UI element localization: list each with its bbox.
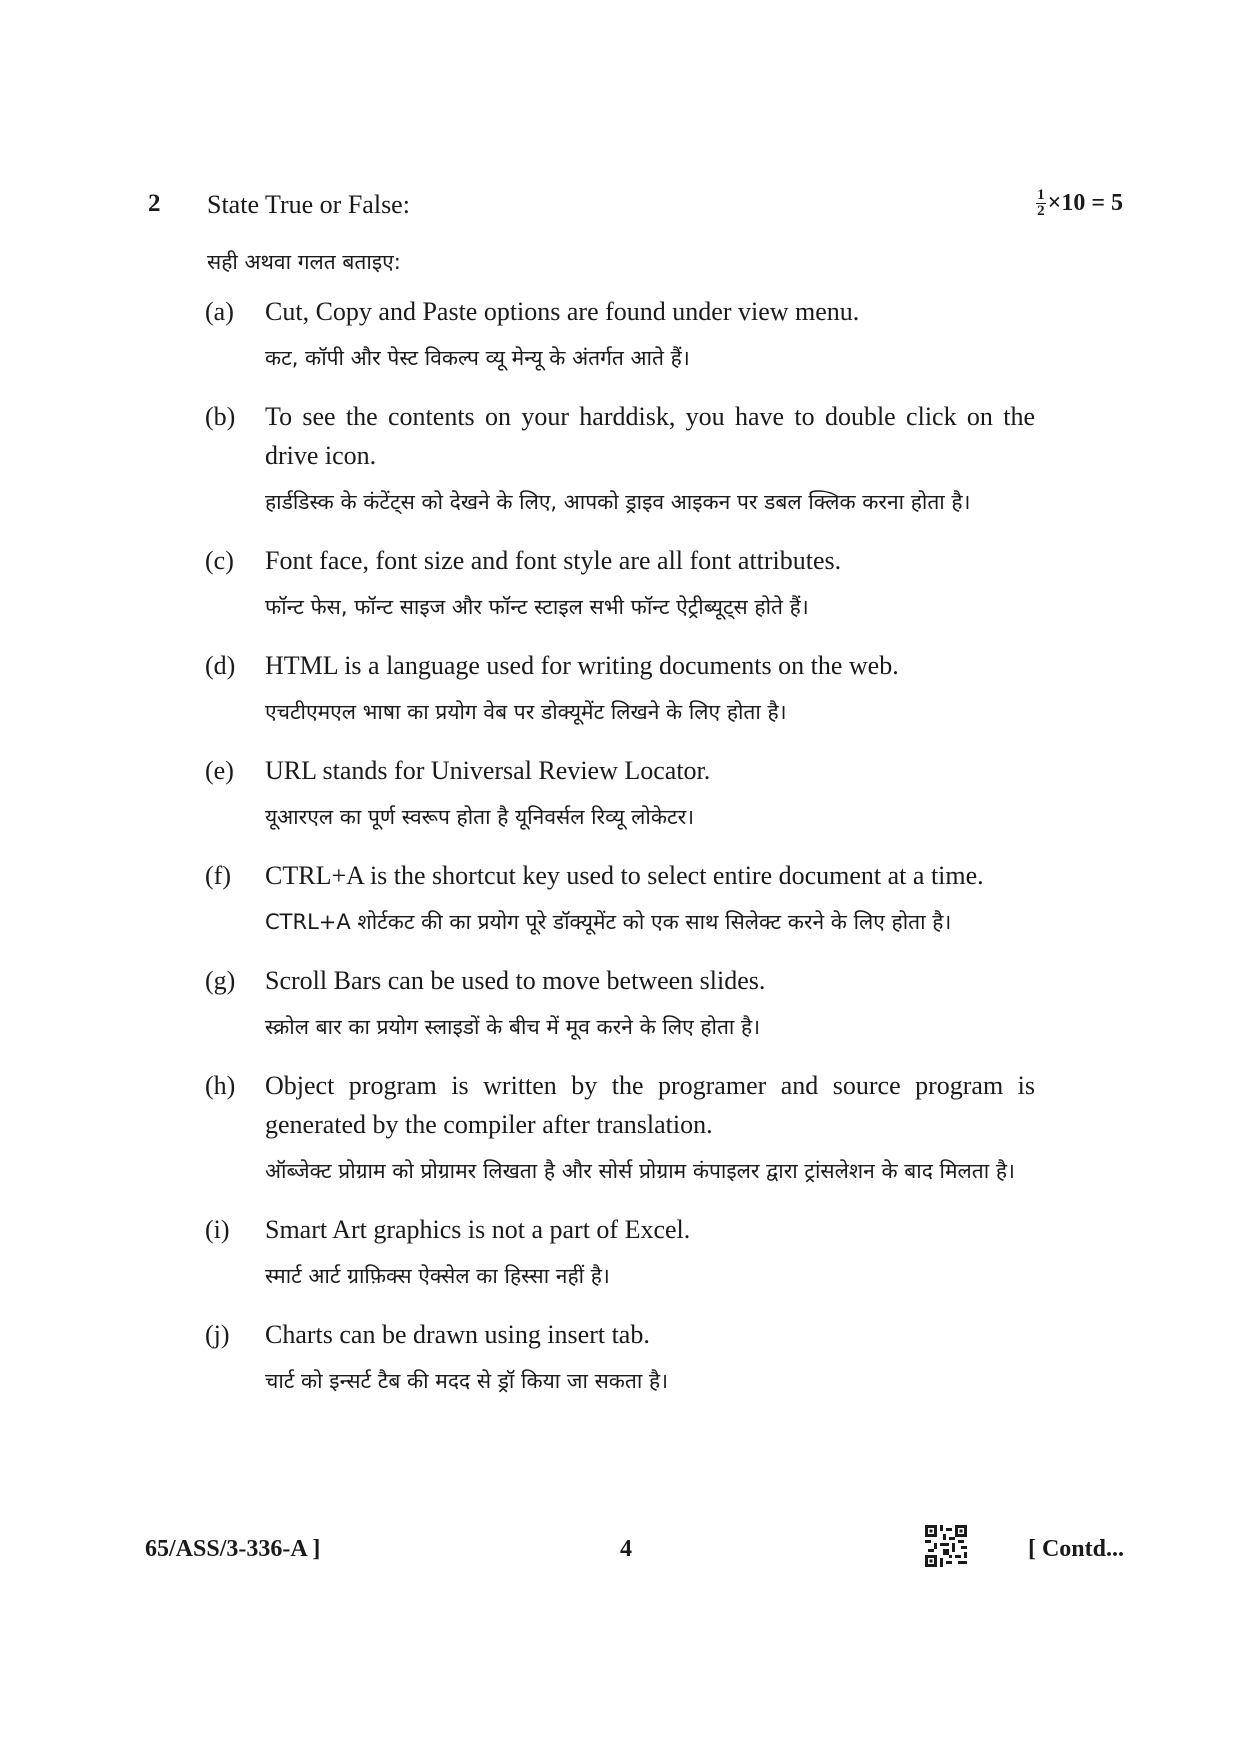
qr-code-icon [925,1525,967,1567]
item-text-english: Object program is written by the programer and source program is generated by the compiler after translation. [265,1071,1035,1139]
question-title: State True or False: [207,190,410,219]
item-text-hindi: CTRL+A शोर्टकट की का प्रयोग पूरे डॉक्यूमेंट को एक साथ सिलेक्ट करने के लिए होता है। [265,910,952,934]
question-item-d [205,646,1035,733]
marks-fraction-denominator: 2 [1037,203,1045,219]
item-text-english: Font face, font size and font style are all font attributes. [265,546,842,575]
question-item-i [205,1210,1035,1297]
item-text-hindi: फॉन्ट फेस, फॉन्ट साइज और फॉन्ट स्टाइल सभी फॉन्ट ऐट्रीब्यूट्स होते हैं। [265,595,809,619]
item-text-hindi: स्क्रोल बार का प्रयोग स्लाइडों के बीच में मूव करने के लिए होता है। [265,1015,761,1039]
item-label: (h) [205,1071,236,1100]
item-text-english: CTRL+A is the shortcut key used to select entire document at a time. [265,861,984,890]
question-items [205,292,1035,1420]
item-label: (c) [205,546,234,575]
marks-fraction-numerator: 1 [1037,187,1045,203]
question-item-c [205,541,1035,628]
item-label: (d) [205,651,236,680]
marks-allocation [1036,188,1123,219]
marks-fraction [1036,188,1046,219]
question-item-j [205,1315,1035,1402]
item-text-english: Cut, Copy and Paste options are found under view menu. [265,297,860,326]
item-label: (j) [205,1320,230,1349]
item-label: (a) [205,297,234,326]
question-title-hindi: सही अथवा गलत बताइए: [207,250,401,274]
question-item-e [205,751,1035,838]
item-text-hindi: एचटीएमएल भाषा का प्रयोग वेब पर डोक्यूमेंट लिखने के लिए होता है। [265,700,787,724]
item-text-hindi: स्मार्ट आर्ट ग्राफ़िक्स ऐक्सेल का हिस्सा नहीं है। [265,1264,610,1288]
item-text-english: Scroll Bars can be used to move between slides. [265,966,766,995]
paper-code: 65/ASS/3-336-A ] [145,1536,321,1562]
question-item-f [205,856,1035,943]
question-number: 2 [148,190,161,217]
item-text-english: Smart Art graphics is not a part of Excel. [265,1215,691,1244]
item-text-hindi: कट, कॉपी और पेस्ट विकल्प व्यू मेन्यू के अंतर्गत आते हैं। [265,346,690,370]
marks-total: ×10 = 5 [1047,190,1123,216]
question-item-h [205,1066,1035,1192]
item-label: (e) [205,756,234,785]
item-text-english: HTML is a language used for writing documents on the web. [265,651,899,680]
item-text-hindi: ऑब्जेक्ट प्रोग्राम को प्रोग्रामर लिखता है और सोर्स प्रोग्राम कंपाइलर द्वारा ट्रांसलेशन के बाद मिलता है। [265,1159,1015,1183]
item-label: (g) [205,966,236,995]
question-item-b [205,397,1035,523]
question-item-a [205,292,1035,379]
question-item-g [205,961,1035,1048]
page-number: 4 [620,1536,632,1562]
item-text-english: URL stands for Universal Review Locator. [265,756,711,785]
item-text-hindi: यूआरएल का पूर्ण स्वरूप होता है यूनिवर्सल रिव्यू लोकेटर। [265,805,695,829]
item-label: (b) [205,402,236,431]
item-text-english: To see the contents on your harddisk, you have to double click on the drive icon. [265,402,1035,470]
item-text-english: Charts can be drawn using insert tab. [265,1320,650,1349]
item-text-hindi: हार्डडिस्क के कंटेंट्स को देखने के लिए, आपको ड्राइव आइकन पर डबल क्लिक करना होता है। [265,490,971,514]
continued-marker: [ Contd... [1027,1536,1124,1562]
item-text-hindi: चार्ट को इन्सर्ट टैब की मदद से ड्रॉ किया जा सकता है। [265,1369,669,1393]
item-label: (i) [205,1215,230,1244]
item-label: (f) [205,861,231,890]
